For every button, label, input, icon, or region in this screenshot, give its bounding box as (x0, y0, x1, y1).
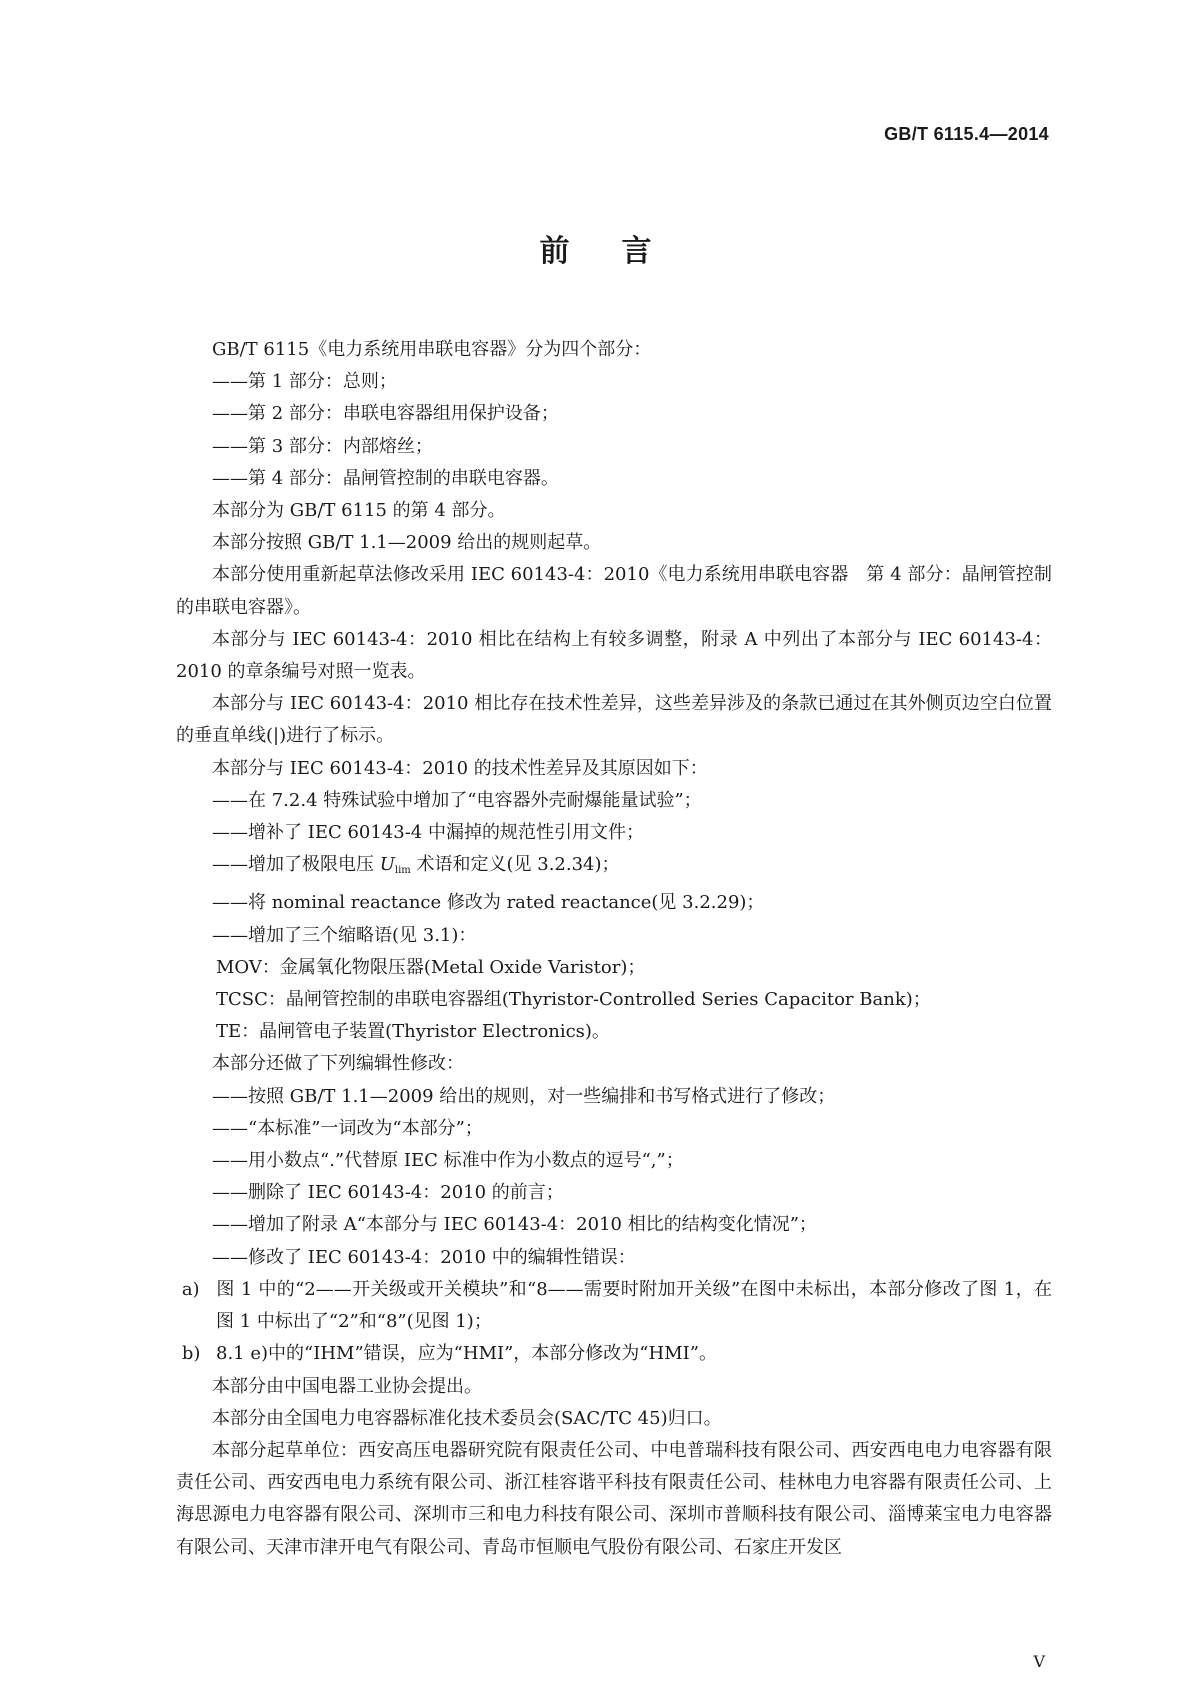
editorial-item-3: ——用小数点“.”代替原 IEC 标准中作为小数点的逗号“,”； (212, 1150, 684, 1172)
tech-diff-3-prefix: ——增加了极限电压 (212, 854, 380, 876)
page-title: 前言 (539, 234, 704, 269)
tech-diff-item-3 (176, 849, 1052, 887)
drafting-organizations: 本部分起草单位：西安高压电器研究院有限责任公司、中电普瑞科技有限公司、西安西电电力电容器有限责任公司、西安西电电力系统有限公司、浙江桂容谐平科技有限责任公司、桂林电力电容器有限责任公司、上海思源电力电容器有限公司、深圳市三和电力科技有限公司、深圳市普顺科技有限公司、淄博莱宝电力电容器有限公司、天津市津开电气有限公司、青岛市恒顺电气股份有限公司、石家庄开发区 (176, 1439, 1052, 1558)
part-item-3: ——第 3 部分：内部熔丝； (212, 435, 433, 457)
standard-code: GB/T 6115.4—2014 (884, 124, 1049, 144)
structure-statement: 本部分与 IEC 60143-4：2010 相比在结构上有较多调整，附录 A 中列出了本部分与 IEC 60143-4：2010 的章条编号对照一览表。 (176, 628, 1052, 683)
technical-difference-statement: 本部分与 IEC 60143-4：2010 相比存在技术性差异，这些差异涉及的条款已通过在其外侧页边空白位置的垂直单线(|)进行了标示。 (176, 693, 1052, 747)
ulim-symbol: U (379, 854, 395, 876)
error-item-b (176, 1338, 1052, 1370)
tech-diff-item-5: ——增加了三个缩略语(见 3.1)： (212, 924, 477, 946)
tech-diff-item-1: ——在 7.2.4 特殊试验中增加了“电容器外壳耐爆能量试验”； (212, 789, 702, 811)
abbreviation-tcsc: TCSC：晶闸管控制的串联电容器组(Thyristor-Controlled Series Capacitor Bank)； (216, 989, 931, 1011)
error-label-b: b) (181, 1343, 201, 1365)
foreword-body (176, 334, 1052, 1564)
abbreviation-mov: MOV：金属氧化物限压器(Metal Oxide Varistor)； (216, 956, 646, 978)
error-label-a: a) (181, 1278, 200, 1300)
editorial-item-5: ——增加了附录 A“本部分与 IEC 60143-4：2010 相比的结构变化情况”； (212, 1214, 817, 1236)
error-item-a (176, 1274, 1052, 1338)
managed-by: 本部分由全国电力电容器标准化技术委员会(SAC/TC 45)归口。 (212, 1407, 722, 1429)
proposed-by: 本部分由中国电器工业协会提出。 (212, 1375, 482, 1397)
error-text-a: 图 1 中的“2——开关级或开关模块”和“8——需要时附加开关级”在图中未标出，本部分修改了图 1，在图 1 中标出了“2”和“8”(见图 1)； (216, 1278, 1052, 1333)
editorial-item-6: ——修改了 IEC 60143-4：2010 中的编辑性错误： (212, 1246, 636, 1268)
part-statement: 本部分为 GB/T 6115 的第 4 部分。 (212, 500, 506, 522)
editorial-item-4: ——删除了 IEC 60143-4：2010 的前言； (212, 1182, 564, 1204)
drafting-rules: 本部分按照 GB/T 1.1—2009 给出的规则起草。 (212, 532, 602, 554)
editorial-item-2: ——“本标准”一词改为“本部分”； (212, 1117, 483, 1139)
editorial-intro: 本部分还做了下列编辑性修改： (212, 1053, 464, 1075)
page-number: V (1033, 1652, 1045, 1671)
tech-diff-item-4: ——将 nominal reactance 修改为 rated reactance(见 3.2.29)； (212, 892, 765, 914)
part-item-1: ——第 1 部分：总则； (212, 371, 397, 393)
tech-diff-item-2: ——增补了 IEC 60143-4 中漏掉的规范性引用文件； (212, 822, 644, 844)
technical-difference-intro: 本部分与 IEC 60143-4：2010 的技术性差异及其原因如下： (212, 757, 708, 779)
intro-paragraph: GB/T 6115《电力系统用串联电容器》分为四个部分： (212, 339, 652, 360)
part-item-4: ——第 4 部分：晶闸管控制的串联电容器。 (212, 467, 559, 489)
adoption-statement: 本部分使用重新起草法修改采用 IEC 60143-4：2010《电力系统用串联电容器 第 4 部分：晶闸管控制的串联电容器》。 (176, 564, 1052, 618)
error-text-b: 8.1 e)中的“IHM”错误，应为“HMI”，本部分修改为“HMI”。 (216, 1343, 717, 1365)
tech-diff-3-suffix: 术语和定义(见 3.2.34)； (410, 854, 620, 876)
part-item-2: ——第 2 部分：串联电容器组用保护设备； (212, 403, 559, 425)
editorial-item-1: ——按照 GB/T 1.1—2009 给出的规则，对一些编排和书写格式进行了修改； (212, 1085, 836, 1107)
abbreviation-te: TE：晶闸管电子装置(Thyristor Electronics)。 (216, 1021, 610, 1043)
ulim-subscript: lim (394, 865, 411, 877)
